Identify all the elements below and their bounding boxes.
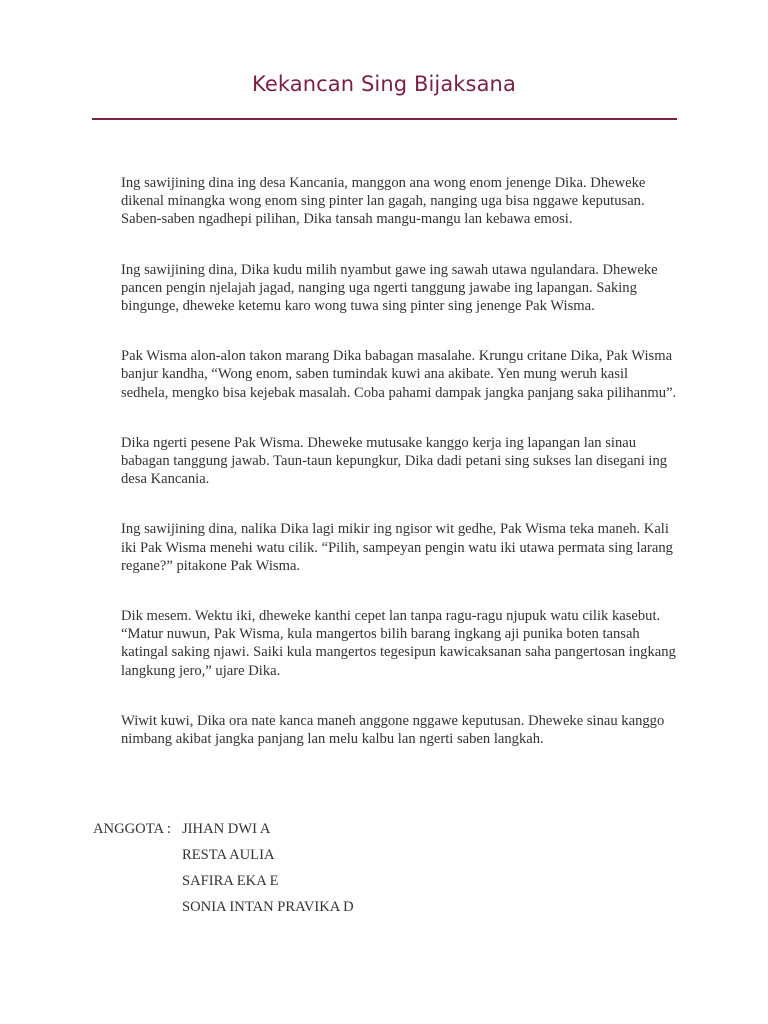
member-name: JIHAN DWI A: [182, 821, 271, 837]
paragraph-3: Pak Wisma alon-alon takon marang Dika babagan masalahe. Krungu critane Dika, Pak Wisma banjur kandha, “Wong enom, saben tumindak kuwi ana akibate. Yen mung weruh kasil sedhela, mengko bisa kejebak masalah. Coba pahami dampak jangka panjang saka pilihanmu”.: [121, 348, 677, 401]
paragraph-6: Dik mesem. Wektu iki, dheweke kanthi cepet lan tanpa ragu-ragu njupuk watu cilik kasebut. “Matur nuwun, Pak Wisma, kula mangertos bilih barang ingkang aji punika boten tansah katingal saking njawi. Saiki kula mangertos tegesipun kawicaksanan saha pangertosan ingkang langkung jero,” ujare Dika.: [121, 608, 676, 679]
paragraph-4: Dika ngerti pesene Pak Wisma. Dheweke mutusake kanggo kerja ing lapangan lan sinau babagan tanggung jawab. Taun-taun kepungkur, Dika dadi petani sing sukses lan disegani ing desa Kancania.: [121, 434, 668, 488]
paragraph-7: Wiwit kuwi, Dika ora nate kanca maneh anggone nggawe keputusan. Dheweke sinau kanggo nimbang akibat jangka panjang lan melu kalbu lan ngerti saben langkah.: [121, 712, 665, 748]
member-row: [93, 820, 354, 846]
member-row: [93, 898, 354, 924]
title-divider: [92, 118, 677, 120]
member-name: RESTA AULIA: [182, 847, 275, 863]
members-label: ANGGOTA :: [93, 821, 171, 837]
document-title: Kekancan Sing Bijaksana: [252, 72, 516, 96]
paragraph-5: Ing sawijining dina, nalika Dika lagi mikir ing ngisor wit gedhe, Pak Wisma teka maneh. Kali iki Pak Wisma menehi watu cilik. “Pilih, sampeyan pengin watu iki utawa permata sing larang regane?” pitakone Pak Wisma.: [121, 521, 673, 574]
member-row: [93, 872, 354, 898]
paragraph-1: Ing sawijining dina ing desa Kancania, manggon ana wong enom jenenge Dika. Dheweke dikenal minangka wong enom sing pinter lan gagah, nanging uga bisa nggawe keputusan. Saben-saben ngadhepi pilihan, Dika tansah mangu-mangu lan kebawa emosi.: [121, 175, 646, 228]
member-name: SONIA INTAN PRAVIKA D: [182, 899, 354, 915]
paragraph-2: Ing sawijining dina, Dika kudu milih nyambut gawe ing sawah utawa ngulandara. Dheweke pancen pengin njelajah jagad, nanging uga ngerti tanggung jawabe ing lapangan. Saking bingunge, dheweke ketemu karo wong tuwa sing pinter sing jenenge Pak Wisma.: [121, 261, 658, 315]
member-name: SAFIRA EKA E: [182, 873, 279, 889]
members-list: [93, 820, 354, 924]
story-body: [121, 174, 677, 780]
member-row: [93, 846, 354, 872]
